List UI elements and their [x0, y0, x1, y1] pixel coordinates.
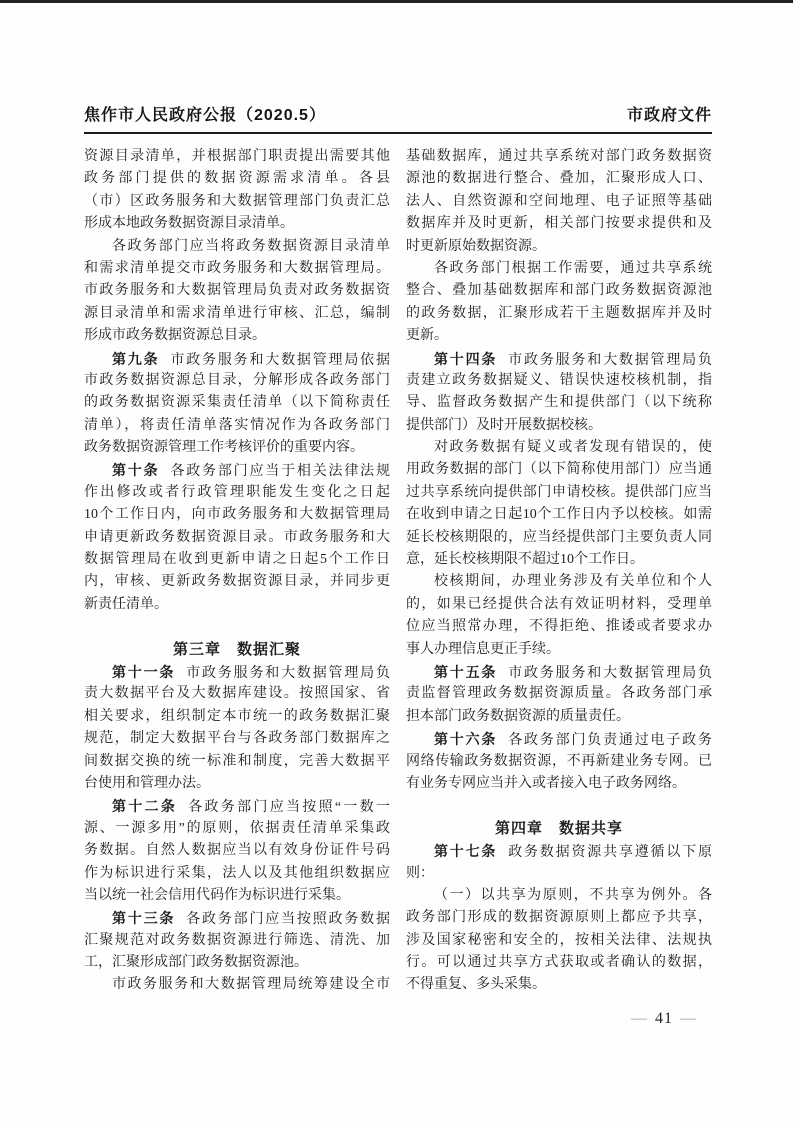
column-right: [406, 146, 712, 997]
line-text: 校核期间，办理业务涉及有关单位和个人: [434, 574, 712, 590]
page-number-dash-right: —: [680, 1010, 697, 1027]
text-line: [84, 146, 390, 168]
text-line: [84, 885, 390, 907]
line-text: （市）区政务服务和大数据管理部门负责汇总: [84, 193, 390, 209]
line-text: 市政务服务和大数据管理局依据: [170, 352, 390, 368]
text-line: [84, 840, 390, 862]
chapter-heading: 第四章 数据共享: [494, 819, 623, 837]
text-line: [84, 459, 390, 481]
line-text: 数据库并及时更新，相关部门按要求提供和及: [406, 216, 712, 232]
line-text: 责大数据平台及大数据库建设。按照国家、省: [84, 686, 390, 702]
text-line: [406, 863, 712, 885]
line-text: 清单），将责任清单落实情况作为各政务部门: [84, 417, 390, 433]
text-line: [406, 952, 712, 974]
text-line: [406, 348, 712, 370]
line-text: 意，延长校核期限不超过10个工作日。: [406, 552, 644, 568]
text-line: [84, 527, 390, 549]
text-line: [84, 818, 390, 840]
line-text: 政务部门提供的数据资源需求清单。各县: [84, 171, 390, 187]
text-line: [406, 437, 712, 459]
article-number: 第十条: [112, 462, 160, 479]
text-line: [84, 863, 390, 885]
line-text: 有业务专网应当并入或者接入电子政务网络。: [406, 775, 686, 791]
page-number-dash-left: —: [631, 1010, 648, 1027]
line-text: 市政务服务和大数据管理局负责对政务数据资: [84, 283, 390, 299]
text-line: [406, 482, 712, 504]
text-line: [84, 930, 390, 952]
line-text: 和需求清单提交市政务服务和大数据管理局。: [84, 260, 390, 276]
line-text: 新责任清单。: [84, 596, 168, 612]
line-text: 源池的数据进行整合、叠加，汇聚形成人口、: [406, 171, 712, 187]
line-text: 各政务部门应当按照政务数据: [186, 912, 390, 928]
text-line: [406, 504, 712, 526]
line-text: 网络传输政务数据资源，不再新建业务专网。已: [406, 753, 712, 769]
text-line: [84, 392, 390, 414]
text-line: [84, 191, 390, 213]
article-number: 第九条: [112, 350, 160, 367]
text-line: [406, 236, 712, 258]
line-text: 事人办理信息更正手续。: [406, 641, 560, 657]
text-line: [84, 661, 390, 683]
line-text: 务数据。自然人数据应当以有效身份证件号码: [84, 843, 390, 859]
line-text: 源、一源多用”的原则，依据责任清单采集政: [84, 820, 390, 836]
text-line: [84, 974, 390, 996]
article-number: 第十六条: [434, 731, 498, 748]
text-line: [406, 146, 712, 168]
text-line: [406, 191, 712, 213]
line-text: 当以统一社会信用代码作为标识进行采集。: [84, 887, 350, 903]
line-text: 各政务部门应当于相关法律法规: [170, 464, 390, 480]
line-text: 资源目录清单，并根据部门职责提出需要其他: [84, 149, 390, 164]
text-line: [406, 728, 712, 750]
text-line: [406, 303, 712, 325]
line-text: 政务数据资源共享遵循以下原: [508, 845, 712, 861]
text-line: [84, 258, 390, 280]
text-line: [406, 706, 712, 728]
text-line: [84, 773, 390, 795]
text-line: [84, 348, 390, 370]
line-text: （一）以共享为原则，不共享为例外。各: [434, 887, 712, 903]
article-number: 第十二条: [112, 798, 178, 815]
text-line: [84, 706, 390, 728]
text-line: [406, 751, 712, 773]
line-text: 工，汇聚形成部门政务数据资源池。: [84, 955, 308, 971]
line-text: 各政务部门负责通过电子政务: [508, 733, 712, 749]
line-text: 不得重复、多头采集。: [406, 977, 546, 993]
text-line: [406, 527, 712, 549]
text-line: [84, 571, 390, 593]
article-number: 第十三条: [112, 910, 176, 927]
blank-line: [84, 616, 390, 638]
line-text: 源目录清单和需求清单进行审核、汇总，编制: [84, 305, 390, 321]
blank-line: [406, 795, 712, 817]
text-line: [406, 885, 712, 907]
text-line: [84, 437, 390, 459]
text-line: [84, 594, 390, 616]
text-line: [84, 795, 390, 817]
text-line: [406, 930, 712, 952]
text-line: [406, 325, 712, 347]
text-line: [84, 415, 390, 437]
text-line: [84, 907, 390, 929]
page-number-value: 41: [655, 1010, 673, 1027]
page-header: [84, 102, 712, 134]
text-line: [406, 683, 712, 705]
line-text: 担本部门政务数据资源的质量责任。: [406, 708, 630, 724]
text-line: [406, 907, 712, 929]
line-text: 则：: [406, 865, 434, 881]
line-text: 用政务数据的部门（以下简称使用部门）应当通: [406, 462, 712, 478]
line-text: 责建立政务数据疑义、错误快速校核机制，指: [406, 372, 712, 388]
line-text: 各政务部门应当将政务数据资源目录清单: [112, 238, 390, 254]
text-line: [84, 751, 390, 773]
text-line: [84, 728, 390, 750]
text-line: [406, 840, 712, 862]
text-line: [406, 415, 712, 437]
gazette-title: 焦作市人民政府公报（2020.5）: [84, 107, 326, 124]
line-text: 提供部门）及时开展数据校核。: [406, 417, 602, 433]
line-text: 间数据交换的统一标准和制度，完善大数据平: [84, 753, 390, 769]
text-line: [84, 303, 390, 325]
line-text: 作出修改或者行政管理职能发生变化之日起: [84, 484, 390, 500]
text-line: [84, 504, 390, 526]
text-line: [406, 459, 712, 481]
text-line: [84, 482, 390, 504]
line-text: 整合、叠加基础数据库和部门政务数据资源池: [406, 283, 712, 299]
text-line: [406, 773, 712, 795]
text-line: [406, 571, 712, 593]
text-line: [406, 370, 712, 392]
line-text: 台使用和管理办法。: [84, 775, 210, 791]
line-text: 位应当照常办理，不得拒绝、推诿或者要求办: [406, 619, 712, 635]
line-text: 形成本地政务数据资源目录清单。: [84, 216, 294, 232]
line-text: 对政务数据有疑义或者发现有错误的，使: [434, 440, 712, 456]
line-text: 涉及国家秘密和安全的，按相关法律、法规执: [406, 932, 712, 948]
text-line: [406, 974, 712, 996]
text-line: [406, 661, 712, 683]
line-text: 相关要求，组织制定本市统一的政务数据汇聚: [84, 708, 390, 724]
line-text: 数据管理局在收到更新申请之日起5个工作日: [84, 552, 390, 568]
article-number: 第十四条: [434, 350, 498, 367]
text-line: [406, 616, 712, 638]
line-text: 市政务服务和大数据管理局负: [186, 665, 390, 681]
line-text: 导、监督政务数据产生和提供部门（以下统称: [406, 395, 712, 411]
text-line: [84, 168, 390, 190]
column-left: [84, 146, 390, 997]
line-text: 的政务数据，汇聚形成若干主题数据库并及时: [406, 305, 712, 321]
text-line: [84, 280, 390, 302]
text-line: [406, 594, 712, 616]
line-text: 行。可以通过共享方式获取或者确认的数据，: [406, 955, 712, 971]
line-text: 政务部门形成的数据资源原则上都应予共享，: [406, 910, 712, 926]
line-text: 时更新原始数据资源。: [406, 238, 546, 254]
line-text: 汇聚规范对政务数据资源进行筛选、清洗、加: [84, 932, 390, 948]
line-text: 过共享系统向提供部门申请校核。提供部门应当: [406, 484, 712, 500]
line-text: 更新。: [406, 328, 448, 344]
line-text: 市政务服务和大数据管理局负: [508, 352, 712, 368]
text-line: [84, 549, 390, 571]
line-text: 作为标识进行采集，法人以及其他组织数据应: [84, 865, 390, 881]
scan-edge-artifact: [0, 0, 793, 3]
line-text: 市政务服务和大数据管理局统筹建设全市: [112, 977, 390, 993]
line-text: 规范，制定大数据平台与各政务部门数据库之: [84, 731, 390, 747]
line-text: 法人、自然资源和空间地理、电子证照等基础: [406, 193, 712, 209]
line-text: 政务数据资源管理工作考核评价的重要内容。: [84, 440, 364, 456]
line-text: 各政务部门根据工作需要，通过共享系统: [434, 260, 712, 276]
text-line: [406, 549, 712, 571]
text-line: [84, 683, 390, 705]
line-text: 基础数据库，通过共享系统对部门政务数据资: [406, 149, 712, 164]
line-text: 的，如果已经提供合法有效证明材料，受理单: [406, 596, 712, 612]
document-body: [84, 146, 712, 997]
text-line: [406, 213, 712, 235]
article-number: 第十一条: [112, 663, 176, 680]
text-line: [84, 370, 390, 392]
text-line: [84, 325, 390, 347]
line-text: 的政务数据资源采集责任清单（以下简称责任: [84, 395, 390, 411]
line-text: 各政务部门应当按照“一数一: [188, 800, 391, 816]
text-line: [406, 258, 712, 280]
article-number: 第十七条: [434, 843, 498, 860]
line-text: 申请更新政务数据资源目录。市政务服务和大: [84, 529, 390, 545]
page-number: [631, 1010, 697, 1028]
line-text: 责监督管理政务数据资源质量。各政务部门承: [406, 686, 712, 702]
line-text: 内，审核、更新政务数据资源目录，并同步更: [84, 574, 390, 590]
line-text: 10个工作日内，向市政务服务和大数据管理局: [84, 507, 390, 523]
chapter-heading: 第三章 数据汇聚: [172, 640, 301, 658]
text-line: [406, 392, 712, 414]
text-line: [406, 639, 712, 661]
line-text: 形成市政务数据资源总目录。: [84, 328, 266, 344]
text-line: [84, 236, 390, 258]
line-text: 市政务服务和大数据管理局负: [508, 665, 712, 681]
text-line: [406, 280, 712, 302]
text-line: [84, 213, 390, 235]
line-text: 在收到申请之日起10个工作日内予以校核。如需: [406, 507, 712, 523]
text-line: [84, 952, 390, 974]
line-text: 延长校核期限的，应当经提供部门主要负责人同: [406, 529, 712, 545]
section-label: 市政府文件: [626, 107, 712, 124]
line-text: 市政务数据资源总目录，分解形成各政务部门: [84, 372, 390, 388]
article-number: 第十五条: [434, 663, 498, 680]
text-line: [406, 168, 712, 190]
